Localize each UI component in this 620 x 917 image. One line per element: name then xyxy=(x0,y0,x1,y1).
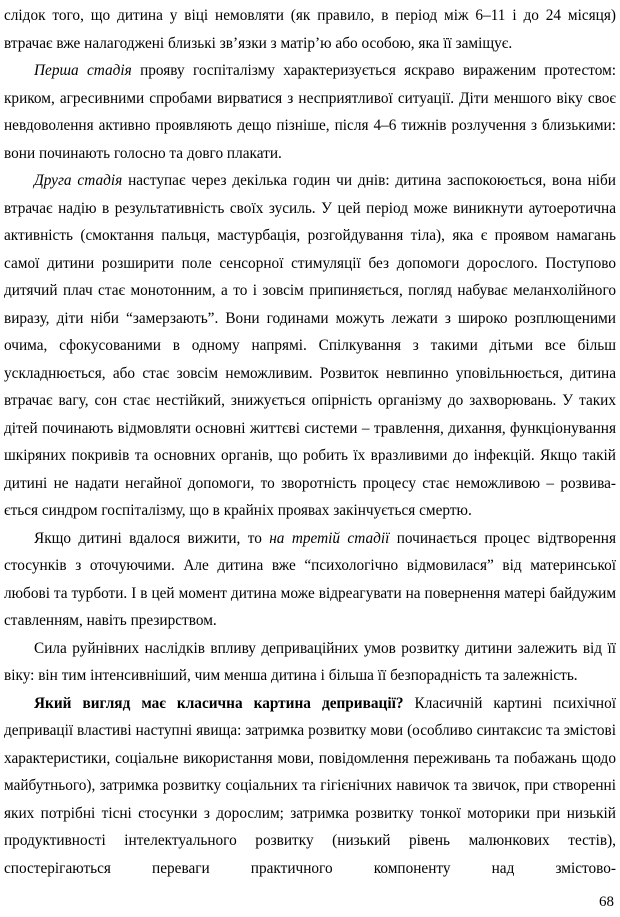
third-stage-text: починається процес відтворення стосунків з оточуючими. Але дитина вже “психологічно відмовилася” від материнської любові та турботи. І в цей момент дитина може відреагувати на повернення матері байдужим ставленням, навіть презирством. xyxy=(4,529,616,629)
question-classic-picture: Який вигляд має класична картина депривації? xyxy=(34,694,404,712)
paragraph-second-stage-tail: ється синдром госпіталізму, що в крайніх проявах закінчується смертю. xyxy=(4,502,472,519)
page-number: 68 xyxy=(599,894,614,910)
paragraph-first-stage xyxy=(4,57,616,167)
term-first-stage: Перша стадія xyxy=(34,62,132,79)
classic-picture-text: Класичній картині психічної депривації властиві наступні явища: затримка розвитку мови (особливо синтаксис та змістові характеристики, соціальне використання мови, повідомлення переживань та побажань щодо майбутнього), затримка розвитку соціальних та гігієнічних навичок та звичок, при створенні яких потрібні тісні стосунки з дорослим; затримка розвитку тонкої моторики при низькій продуктивності інтелектуального розвитку (низький рівень малюнкових тестів), спостерігаються переваги практичного компоненту над змістово- xyxy=(4,694,616,877)
paragraph-third-stage xyxy=(4,525,616,635)
document-page xyxy=(4,2,616,882)
term-second-stage: Друга стадія xyxy=(34,172,123,189)
third-stage-intro: Якщо дитині вдалося вижити, то xyxy=(34,529,270,547)
paragraph-classic-picture xyxy=(4,690,616,883)
first-stage-text: прояву госпіталізму характеризується яскраво вираженим протестом: криком, агресивними спробами вирватися з несприятливої ситуації. Діти меншого віку своє невдоволення активно проявляють дещо пізніше, після 4–6 тижнів розлучення з близькими: вони починають голосно та довго плакати. xyxy=(4,62,616,162)
paragraph-1: слідок того, що дитина у віці немовляти (як правило, в період між 6–11 і до 24 місяця) втрачає вже налагоджені близькі зв’язки з матір’ю або особою, яка її заміщує. xyxy=(4,7,616,52)
term-third-stage: на третій стадії xyxy=(269,529,390,547)
second-stage-text: наступає через декілька годин чи днів: дитина заспокоюється, вона ніби втрачає надію в результативність своїх зусиль. У цей період може виникнути аутоеротична активність (смоктання пальця, мастурбація, розгойдування тіла), яка є проявом намагань самої дитини розширити поле сенсорної стимуляції без допомоги дорослого. Поступово дитячий плач стає монотонним, а то і зовсім припиняється, погляд набуває меланхолійного виразу, діти ніби “замерзають”. Вони годинами можуть лежати з широко розплющеними очима, сфокусованими в одному напрямі. Спілкування з такими дітьми все більш ускладнюється, або стає зовсім неможливим. Розвиток невпинно уповільнюється, дитина втрачає вагу, сон стає нестійкий, знижується опірність організму до захворювань. У таких дітей починають відмовляти основні життєві системи – травлення, дихання, функціонування шкіряних покривів та основних органів, що робить їх вразливими до інфекцій. Якщо такій дитині не надати негайної допомоги, то зворотність процесу стає неможливою – розвива- xyxy=(4,172,616,492)
paragraph-consequences: Сила руйнівних наслідків впливу деприваційних умов розвитку дитини залежить від її віку: він тим інтенсивніший, чим менша дитина і більша її безпорадність та залежність. xyxy=(4,639,616,684)
paragraph-second-stage xyxy=(4,167,616,497)
